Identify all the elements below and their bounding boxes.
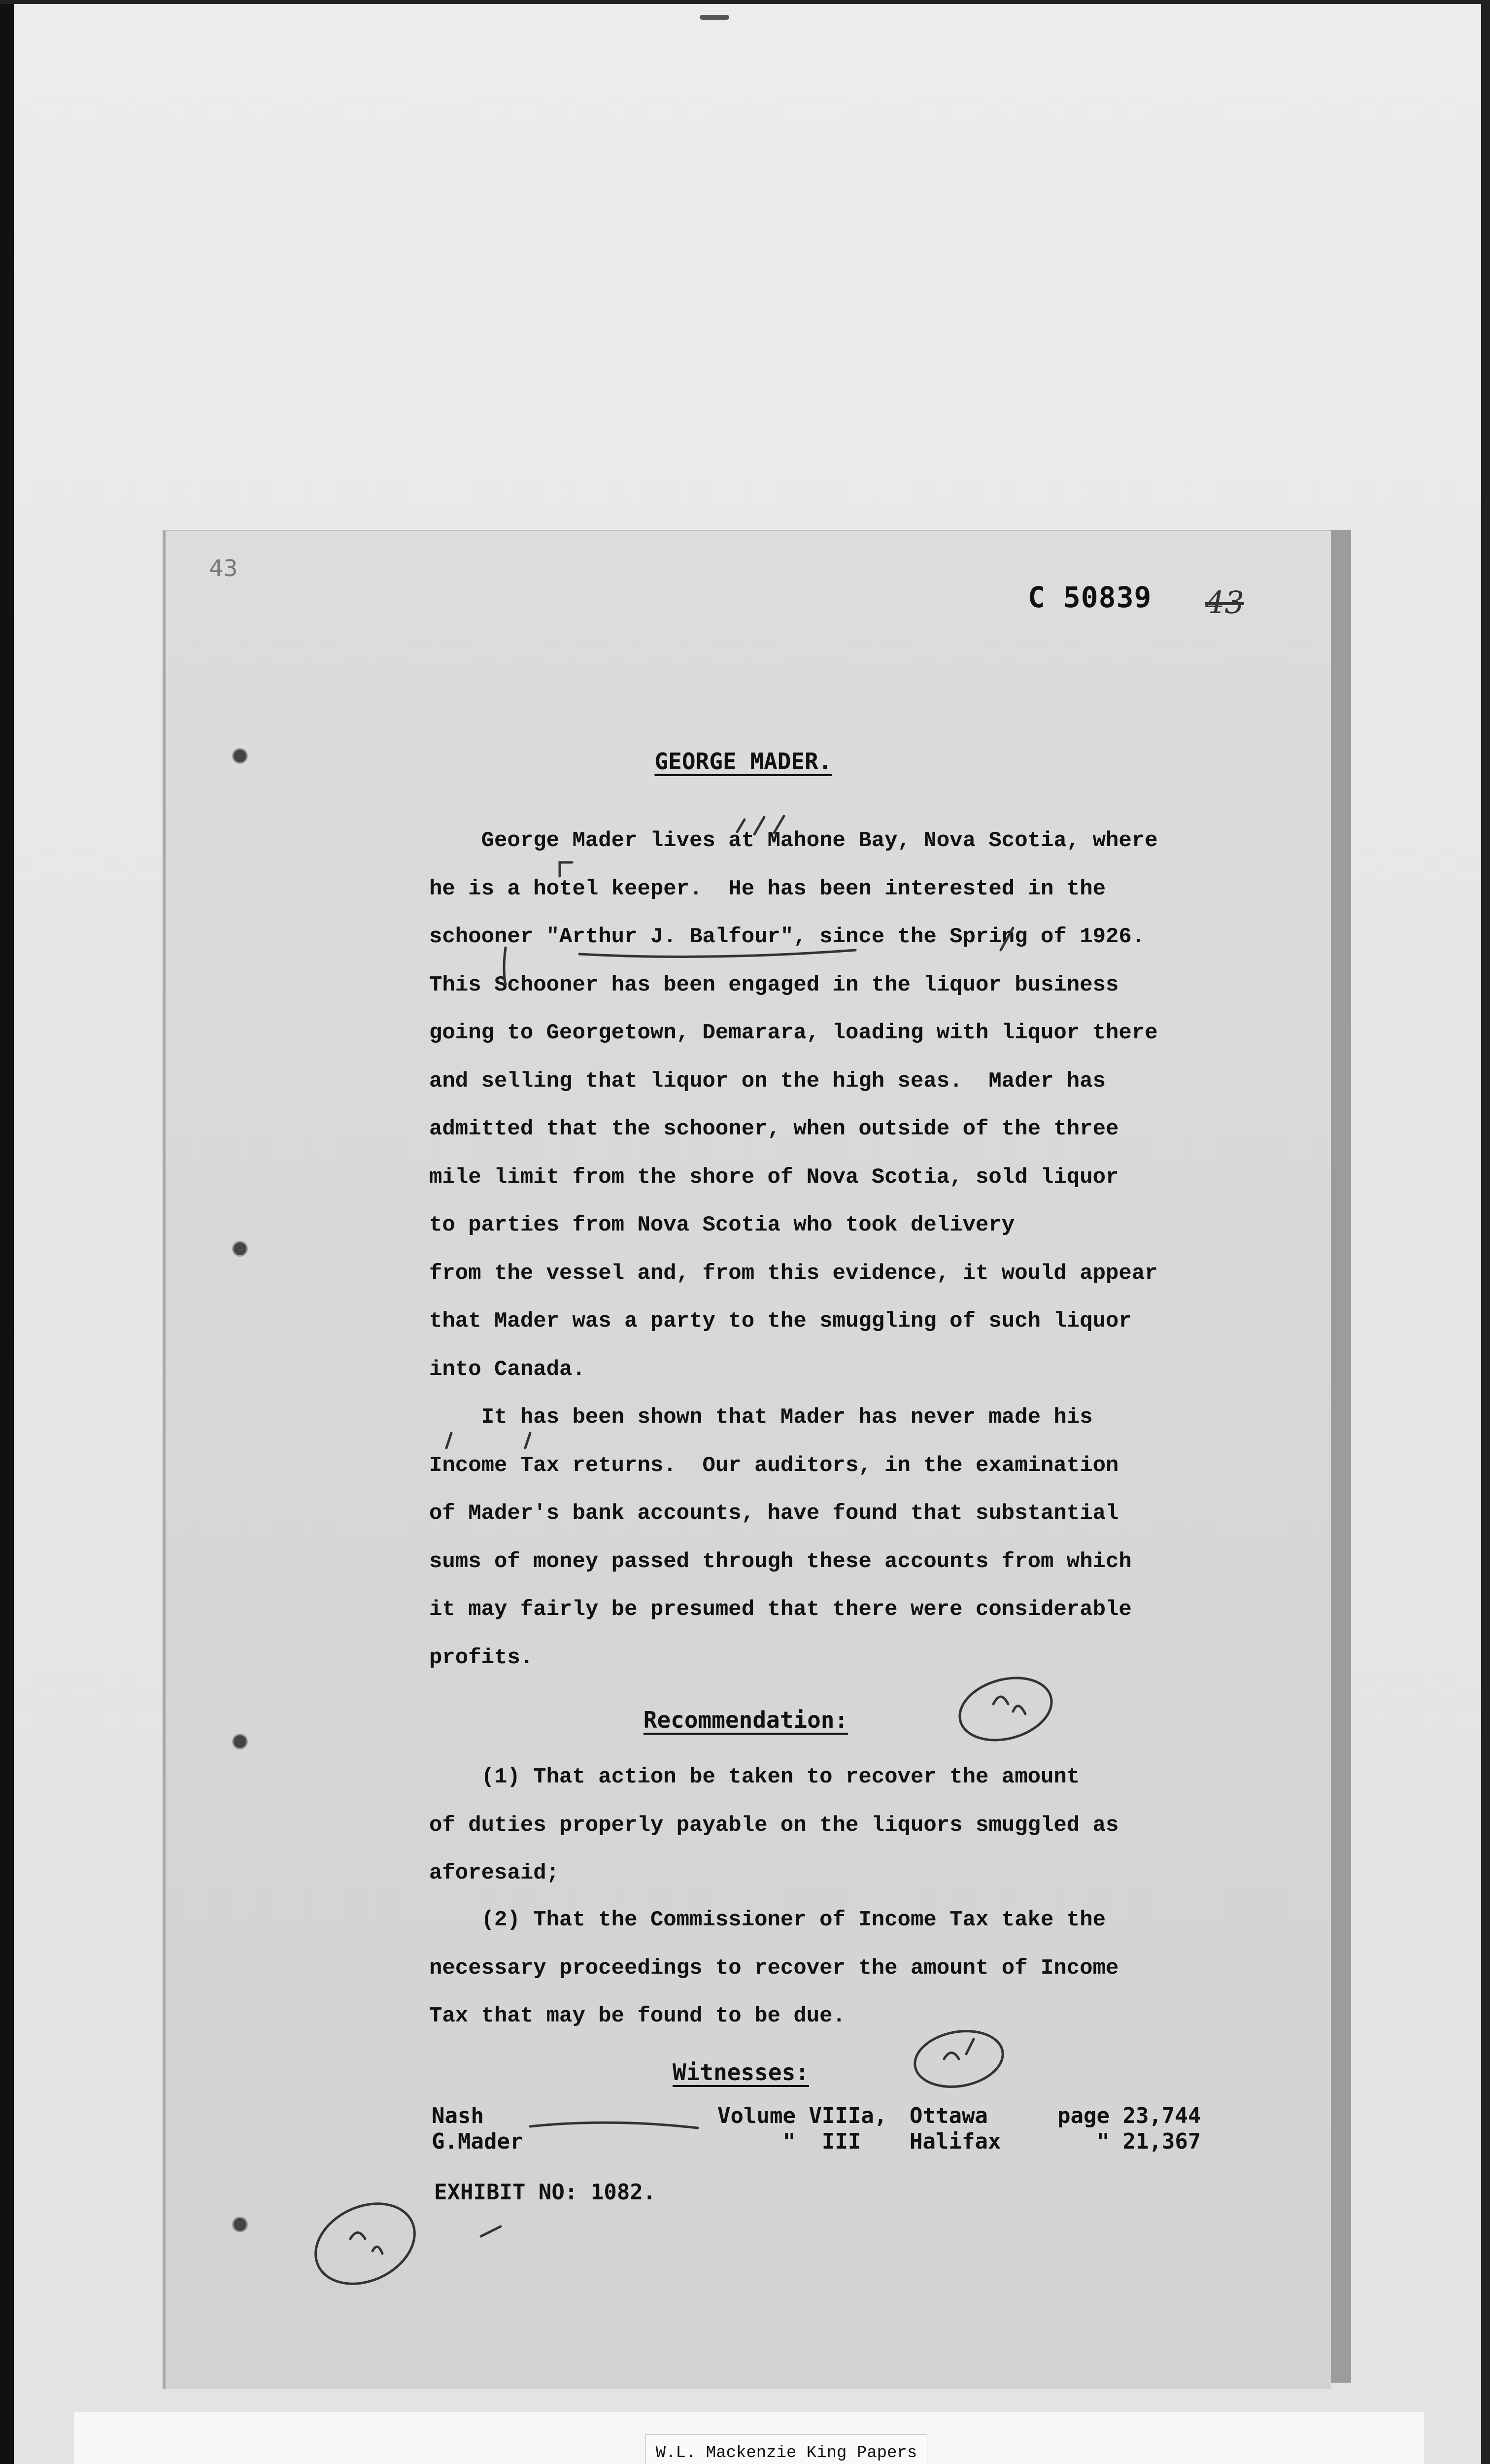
witness-row bbox=[432, 2129, 1201, 2155]
witnesses-heading: Witnesses: bbox=[673, 2059, 809, 2086]
witness-row bbox=[432, 2103, 1201, 2129]
witness-page: " 21,367 bbox=[1057, 2129, 1201, 2154]
witnesses-table bbox=[432, 2103, 1201, 2155]
punch-hole bbox=[232, 1241, 248, 1257]
page-corner-number: 43 bbox=[209, 555, 238, 582]
film-mark bbox=[700, 15, 729, 20]
recommendation-heading: Recommendation: bbox=[643, 1707, 848, 1733]
witness-volume: Volume VIIIa, bbox=[717, 2103, 887, 2128]
film-edge-left bbox=[0, 0, 14, 2464]
witness-page: page 23,744 bbox=[1057, 2103, 1201, 2128]
film-edge-top bbox=[0, 0, 1490, 4]
witness-name: G.Mader bbox=[432, 2129, 523, 2154]
witness-volume: " III bbox=[717, 2129, 861, 2154]
punch-hole bbox=[232, 2217, 248, 2232]
witness-place: Halifax bbox=[910, 2129, 1001, 2154]
recommendation-2: (2) That the Commissioner of Income Tax take the necessary proceedings to recover the amount of Income Tax that may be found to be due. bbox=[429, 1908, 1119, 2028]
body-paragraph-1: George Mader lives at Mahone Bay, Nova Scotia, where he is a hotel keeper. He has been interested in the schooner "Arthur J. Balfour", since the Spring of 1926. This Schooner has been engaged in the liquor business going to Georgetown, Demarara, loading with liquor there and selling that liquor on the high seas. Mader has admitted that the schooner, when outside of the three mile limit from the shore of Nova Scotia, sold liquor to parties from Nova Scotia who took delivery from the vessel and, from this evidence, it would appear that Mader was a party to the smuggling of such liquor into Canada. bbox=[429, 828, 1158, 1382]
collection-label bbox=[645, 2434, 927, 2464]
document-title: GEORGE MADER. bbox=[654, 748, 832, 775]
witness-place: Ottawa bbox=[910, 2103, 988, 2128]
pencil-initials bbox=[944, 2039, 974, 2059]
body-paragraph-2: It has been shown that Mader has never made his Income Tax returns. Our auditors, in the examination of Mader's bank accounts, have found that substantial sums of money passed through these accounts from which it may fairly be presumed that there were considerable profits. bbox=[429, 1405, 1132, 1670]
punch-hole bbox=[232, 1734, 248, 1749]
document-page bbox=[163, 530, 1331, 2389]
struck-page-number: 43 bbox=[1205, 584, 1244, 620]
pencil-circle-annotation bbox=[303, 2189, 428, 2299]
document-reference-number: C 50839 bbox=[1028, 581, 1152, 614]
recommendation-1: (1) That action be taken to recover the amount of duties properly payable on the liquors smuggled as aforesaid; bbox=[429, 1765, 1119, 1885]
pencil-mark bbox=[481, 2226, 501, 2236]
film-edge-right bbox=[1481, 0, 1490, 2464]
collection-name: W.L. Mackenzie King Papers bbox=[655, 2444, 917, 2463]
exhibit-number: EXHIBIT NO: 1082. bbox=[434, 2180, 656, 2205]
pencil-initials bbox=[350, 2233, 382, 2254]
witness-name: Nash bbox=[432, 2103, 484, 2128]
